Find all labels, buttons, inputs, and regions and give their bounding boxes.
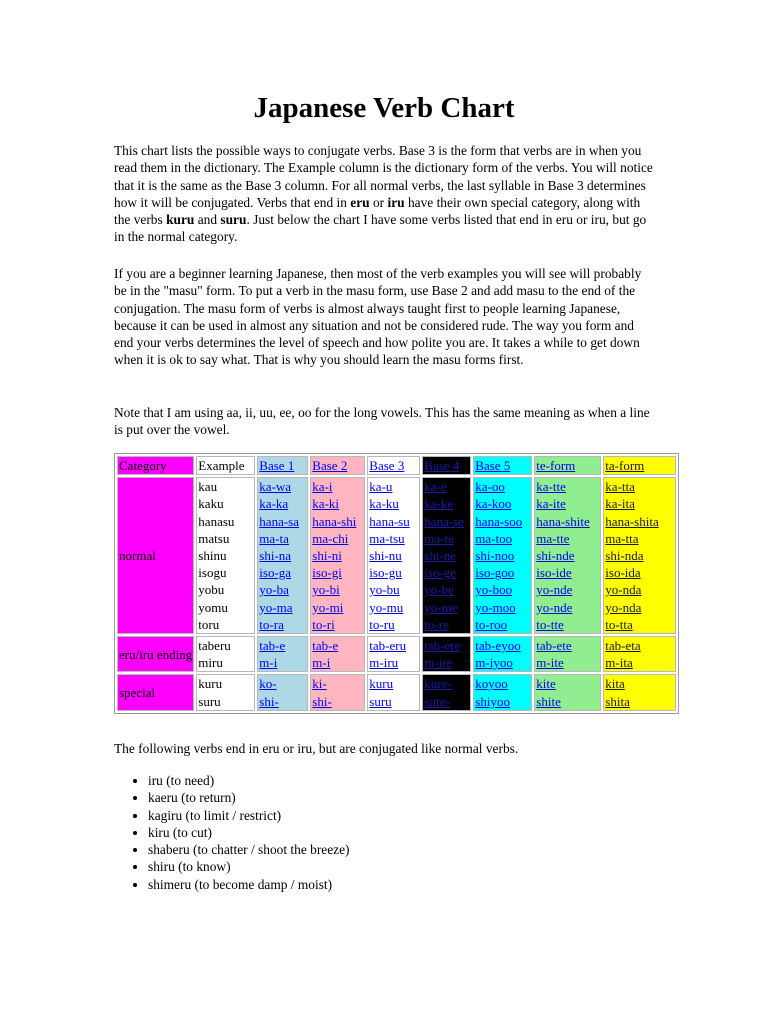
intro-paragraph bbox=[114, 142, 654, 246]
intro-text-and: and bbox=[194, 212, 221, 228]
te-link[interactable]: hana-shite bbox=[536, 513, 590, 529]
base2-link[interactable]: yo-mi bbox=[312, 599, 344, 615]
base5-cell bbox=[473, 636, 532, 672]
te-link[interactable]: yo-nde bbox=[536, 582, 573, 598]
base1-link[interactable]: to-ra bbox=[259, 616, 284, 632]
base1-link[interactable]: tab-e bbox=[259, 638, 286, 654]
intro-text-or: or bbox=[369, 194, 388, 210]
ta-link[interactable]: kita bbox=[605, 676, 625, 692]
base2-link[interactable]: tab-e bbox=[312, 638, 339, 654]
base4-link[interactable]: iso-ge bbox=[424, 565, 457, 581]
base5-link[interactable]: tab-eyoo bbox=[475, 638, 521, 654]
exception-verb-list bbox=[114, 772, 350, 893]
te-link[interactable]: ka-ite bbox=[536, 496, 566, 512]
header-category: Category bbox=[117, 456, 194, 475]
base3-link[interactable]: to-ru bbox=[369, 616, 395, 632]
example-verb: toru bbox=[198, 616, 220, 632]
example-verb: kaku bbox=[198, 496, 224, 512]
list-item: • iru (to need) bbox=[148, 772, 350, 789]
base2-link[interactable]: ka-ki bbox=[312, 496, 340, 512]
base2-cell bbox=[310, 674, 365, 710]
base5-link[interactable]: iso-goo bbox=[475, 565, 515, 581]
table-row bbox=[117, 477, 676, 634]
list-item: • kiru (to cut) bbox=[148, 824, 350, 841]
table-row bbox=[117, 674, 676, 710]
base2-link[interactable]: yo-bi bbox=[312, 582, 340, 598]
base1-cell bbox=[257, 674, 308, 710]
base3-link[interactable]: shi-nu bbox=[369, 548, 402, 564]
intro-bold-eru: eru bbox=[350, 194, 370, 210]
base4-link[interactable]: m-ire bbox=[424, 655, 453, 671]
example-verb: isogu bbox=[198, 565, 227, 581]
te-link[interactable]: ka-tte bbox=[536, 479, 566, 495]
ta-cell bbox=[603, 477, 676, 634]
ta-link[interactable]: ka-tta bbox=[605, 479, 635, 495]
base1-link[interactable]: shi-na bbox=[259, 548, 292, 564]
te-link[interactable]: to-tte bbox=[536, 616, 564, 632]
ta-link[interactable]: m-ita bbox=[605, 655, 633, 671]
ta-link[interactable]: yo-nda bbox=[605, 599, 642, 615]
te-link[interactable]: kite bbox=[536, 676, 556, 692]
base5-link[interactable]: to-roo bbox=[475, 616, 508, 632]
base3-link[interactable]: iso-gu bbox=[369, 565, 402, 581]
base5-link[interactable]: ka-oo bbox=[475, 479, 505, 495]
base3-link[interactable]: yo-mu bbox=[369, 599, 404, 615]
base1-link[interactable]: m-i bbox=[259, 655, 278, 671]
base5-link[interactable]: koyoo bbox=[475, 676, 508, 692]
base1-link[interactable]: ka-wa bbox=[259, 479, 292, 495]
following-verbs-intro: The following verbs end in eru or iru, but are conjugated like normal verbs. bbox=[114, 741, 519, 756]
page-title: Japanese Verb Chart bbox=[253, 92, 515, 124]
te-link[interactable]: shi-nde bbox=[536, 548, 575, 564]
header-ta-form-link[interactable]: ta-form bbox=[605, 458, 645, 473]
base3-link[interactable]: kuru bbox=[369, 676, 394, 692]
base2-link[interactable]: ki- bbox=[312, 676, 327, 692]
ta-cell bbox=[603, 636, 676, 672]
ta-link[interactable]: to-tta bbox=[605, 616, 633, 632]
base5-link[interactable]: shi-noo bbox=[475, 548, 515, 564]
base4-cell bbox=[422, 636, 471, 672]
intro-bold-kuru: kuru bbox=[166, 212, 195, 228]
intro-bold-iru: iru bbox=[387, 194, 405, 210]
base1-link[interactable]: yo-ba bbox=[259, 582, 289, 598]
base3-link[interactable]: ma-tsu bbox=[369, 530, 405, 546]
base1-cell bbox=[257, 636, 308, 672]
example-verb: shinu bbox=[198, 548, 227, 564]
base5-link[interactable]: hana-soo bbox=[475, 513, 523, 529]
header-base-1[interactable] bbox=[257, 456, 308, 475]
intro-text-a: This chart lists the possible ways to conjugate verbs. Base 3 is the form that verbs are in when you read them in the dictionary. The Example column is the dictionary form of the verbs. You will notice that it is the same as the Base 3 column. For all normal verbs, the last syllable in Base 3 determines how it will be conjugated. Verbs that end in bbox=[114, 143, 653, 210]
base1-link[interactable]: ma-ta bbox=[259, 530, 289, 546]
header-example: Example bbox=[196, 456, 255, 475]
base3-link[interactable]: tab-eru bbox=[369, 638, 407, 654]
header-base-4[interactable] bbox=[422, 456, 471, 475]
base3-cell bbox=[367, 636, 420, 672]
verb-chart-table bbox=[114, 453, 679, 714]
base3-cell bbox=[367, 477, 420, 634]
example-cell bbox=[196, 477, 255, 634]
example-verb: hanasu bbox=[198, 513, 235, 529]
base1-link[interactable]: ka-ka bbox=[259, 496, 289, 512]
list-item: • shaberu (to chatter / shoot the breeze) bbox=[148, 841, 350, 858]
table-header-row bbox=[117, 456, 676, 475]
list-item: • kaeru (to return) bbox=[148, 789, 350, 806]
example-verb: yomu bbox=[198, 599, 228, 615]
base1-link[interactable]: iso-ga bbox=[259, 565, 292, 581]
base3-link[interactable]: yo-bu bbox=[369, 582, 400, 598]
base4-link[interactable]: ka-ke bbox=[424, 496, 454, 512]
base4-cell bbox=[422, 674, 471, 710]
ta-link[interactable]: tab-eta bbox=[605, 638, 641, 654]
base1-link[interactable]: shi- bbox=[259, 693, 279, 709]
example-verb: suru bbox=[198, 693, 221, 709]
header-base-2[interactable] bbox=[310, 456, 365, 475]
base3-link[interactable]: suru bbox=[369, 693, 392, 709]
base2-cell bbox=[310, 636, 365, 672]
ta-cell bbox=[603, 674, 676, 710]
base2-link[interactable]: shi- bbox=[312, 693, 332, 709]
te-link[interactable]: yo-nde bbox=[536, 599, 573, 615]
ta-link[interactable]: hana-shita bbox=[605, 513, 659, 529]
header-base-5[interactable] bbox=[473, 456, 532, 475]
te-cell bbox=[534, 477, 601, 634]
base2-link[interactable]: hana-shi bbox=[312, 513, 357, 529]
base5-link[interactable]: yo-boo bbox=[475, 582, 513, 598]
example-cell bbox=[196, 636, 255, 672]
example-cell bbox=[196, 674, 255, 710]
base1-link[interactable]: ko- bbox=[259, 676, 277, 692]
base5-link[interactable]: m-iyoo bbox=[475, 655, 513, 671]
base2-link[interactable]: ka-i bbox=[312, 479, 333, 495]
base2-link[interactable]: shi-ni bbox=[312, 548, 342, 564]
base5-link[interactable]: yo-moo bbox=[475, 599, 516, 615]
list-item: • kagiru (to limit / restrict) bbox=[148, 807, 350, 824]
base4-link[interactable]: shi-ne bbox=[424, 548, 457, 564]
ta-link[interactable]: shi-nda bbox=[605, 548, 644, 564]
base3-link[interactable]: ka-u bbox=[369, 479, 393, 495]
verb-table-body bbox=[117, 477, 676, 711]
base2-link[interactable]: ma-chi bbox=[312, 530, 349, 546]
base2-link[interactable]: m-i bbox=[312, 655, 331, 671]
base4-link[interactable]: sure- bbox=[424, 693, 451, 709]
intro-bold-suru: suru bbox=[220, 212, 247, 228]
base3-link[interactable]: ka-ku bbox=[369, 496, 399, 512]
category-cell: eru/iru ending bbox=[117, 636, 194, 672]
ta-link[interactable]: ka-ita bbox=[605, 496, 635, 512]
base5-link[interactable]: ma-too bbox=[475, 530, 513, 546]
te-link[interactable]: ma-tte bbox=[536, 530, 570, 546]
base4-cell bbox=[422, 477, 471, 634]
base4-link[interactable]: hana-se bbox=[424, 513, 464, 529]
te-link[interactable]: iso-ide bbox=[536, 565, 572, 581]
base5-link[interactable]: ka-koo bbox=[475, 496, 512, 512]
header-te-form-link[interactable]: te-form bbox=[536, 458, 576, 473]
base4-link[interactable]: ma-te bbox=[424, 530, 454, 546]
header-base-2-link[interactable]: Base 2 bbox=[312, 458, 348, 473]
header-base-5-link[interactable]: Base 5 bbox=[475, 458, 511, 473]
example-verb: taberu bbox=[198, 638, 231, 654]
intro-text-c: . Just below the chart I have some verbs listed that end in eru or iru, but go in the normal category. bbox=[114, 212, 647, 245]
base3-link[interactable]: hana-su bbox=[369, 513, 410, 529]
header-ta-form[interactable] bbox=[603, 456, 676, 475]
te-cell bbox=[534, 636, 601, 672]
base4-link[interactable]: tab-ere bbox=[424, 638, 461, 654]
base1-cell bbox=[257, 477, 308, 634]
example-verb: kau bbox=[198, 479, 218, 495]
base4-link[interactable]: yo-be bbox=[424, 582, 454, 598]
intro-text-b: have their own special category, along with the verbs bbox=[114, 194, 641, 228]
base5-cell bbox=[473, 674, 532, 710]
header-base-3[interactable] bbox=[367, 456, 420, 475]
te-link[interactable]: tab-ete bbox=[536, 638, 572, 654]
header-base-3-link[interactable]: Base 3 bbox=[369, 458, 405, 473]
base1-link[interactable]: hana-sa bbox=[259, 513, 299, 529]
ta-link[interactable]: yo-nda bbox=[605, 582, 642, 598]
example-verb: matsu bbox=[198, 530, 230, 546]
ta-link[interactable]: ma-tta bbox=[605, 530, 639, 546]
base2-link[interactable]: to-ri bbox=[312, 616, 335, 632]
base3-link[interactable]: m-iru bbox=[369, 655, 399, 671]
te-link[interactable]: shite bbox=[536, 693, 561, 709]
te-link[interactable]: m-ite bbox=[536, 655, 564, 671]
base5-link[interactable]: shiyoo bbox=[475, 693, 510, 709]
te-cell bbox=[534, 674, 601, 710]
ta-link[interactable]: iso-ida bbox=[605, 565, 641, 581]
base5-cell bbox=[473, 477, 532, 634]
header-base-4-link[interactable]: Base 4 bbox=[424, 458, 460, 473]
category-cell: special bbox=[117, 674, 194, 710]
ta-link[interactable]: shita bbox=[605, 693, 630, 709]
header-base-1-link[interactable]: Base 1 bbox=[259, 458, 295, 473]
base2-cell bbox=[310, 477, 365, 634]
base1-link[interactable]: yo-ma bbox=[259, 599, 293, 615]
long-vowel-note: Note that I am using aa, ii, uu, ee, oo for the long vowels. This has the same meaning as when a line is put over the vowel. bbox=[114, 405, 650, 438]
list-item: • shimeru (to become damp / moist) bbox=[148, 876, 350, 893]
list-item: • shiru (to know) bbox=[148, 858, 350, 875]
category-cell: normal bbox=[117, 477, 194, 634]
base4-link[interactable]: to-re bbox=[424, 616, 449, 632]
base2-link[interactable]: iso-gi bbox=[312, 565, 342, 581]
example-verb: yobu bbox=[198, 582, 225, 598]
example-verb: kuru bbox=[198, 676, 223, 692]
base4-link[interactable]: kure- bbox=[424, 676, 452, 692]
table-row bbox=[117, 636, 676, 672]
masu-paragraph: If you are a beginner learning Japanese, then most of the verb examples you will see will probably be in the "masu" form. To put a verb in the masu form, use Base 2 and add masu to the end of the conjugation. The masu form of verbs is almost always taught first to people learning Japanese, because it can be used in almost any situation and not be considered rude. The way you form and end your verbs determines the level of speech and how polite you are. It takes a while to get down when it is ok to say what. That is why you should learn the masu forms first. bbox=[114, 266, 642, 368]
header-te-form[interactable] bbox=[534, 456, 601, 475]
base4-link[interactable]: ka-e bbox=[424, 479, 447, 495]
base3-cell bbox=[367, 674, 420, 710]
base4-link[interactable]: yo-me bbox=[424, 599, 458, 615]
example-verb: miru bbox=[198, 655, 223, 671]
